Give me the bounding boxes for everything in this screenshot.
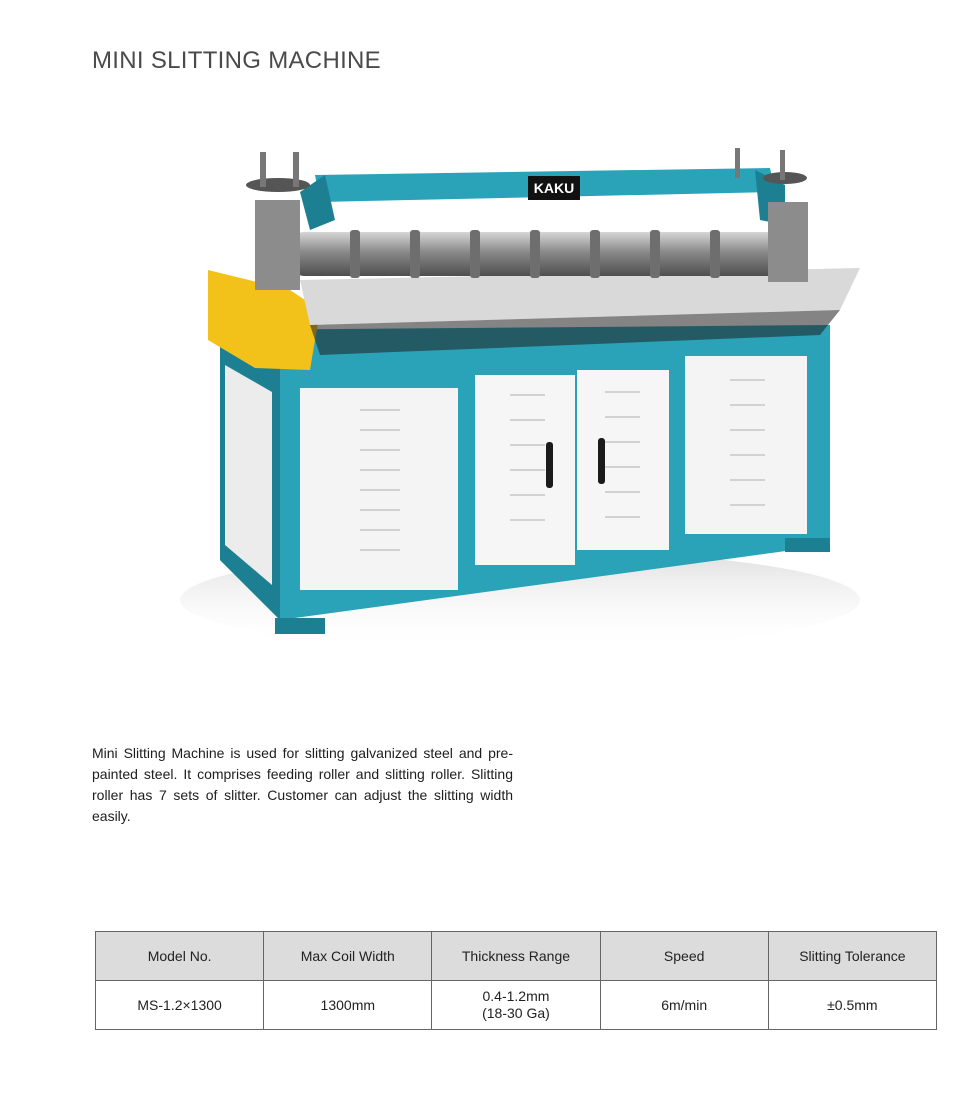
door-handle-right [598,438,605,484]
cell-thickness-range [432,981,600,1030]
roller-stand-left [255,200,300,290]
table-row [96,981,937,1030]
header-model: Model No. [96,932,264,981]
cell-slitting-tolerance: ±0.5mm [768,981,936,1030]
header-max-coil-width: Max Coil Width [264,932,432,981]
cell-speed: 6m/min [600,981,768,1030]
product-photo [160,130,880,670]
adjust-screw-left-1 [260,152,266,187]
thickness-range-mm: 0.4-1.2mm [482,988,550,1004]
thickness-range-gauge: (18-30 Ga) [482,1005,550,1021]
specification-table [95,931,937,1030]
cell-model: MS-1.2×1300 [96,981,264,1030]
front-door-right [577,370,669,550]
table-header-row [96,932,937,981]
header-thickness-range: Thickness Range [432,932,600,981]
product-description: Mini Slitting Machine is used for slitting galvanized steel and pre-painted steel. It comprises feeding roller and slitting roller. Slitting roller has 7 sets of slitter. Customer can adjust the slitting width easily. [92,745,513,824]
handwheel-left-icon [246,178,310,192]
cell-max-coil-width: 1300mm [264,981,432,1030]
roller-stand-right [768,202,808,282]
door-handle-left [546,442,553,488]
adjust-screw-right-1 [735,148,740,178]
page-title: MINI SLITTING MACHINE [92,47,381,74]
header-slitting-tolerance: Slitting Tolerance [768,932,936,981]
adjust-screw-right-2 [780,150,785,180]
front-panel-right [685,356,807,534]
foot-right [785,538,830,552]
header-speed: Speed [600,932,768,981]
adjust-screw-left-2 [293,152,299,187]
foot-left [275,618,325,634]
brand-label: KAKU [533,180,575,196]
